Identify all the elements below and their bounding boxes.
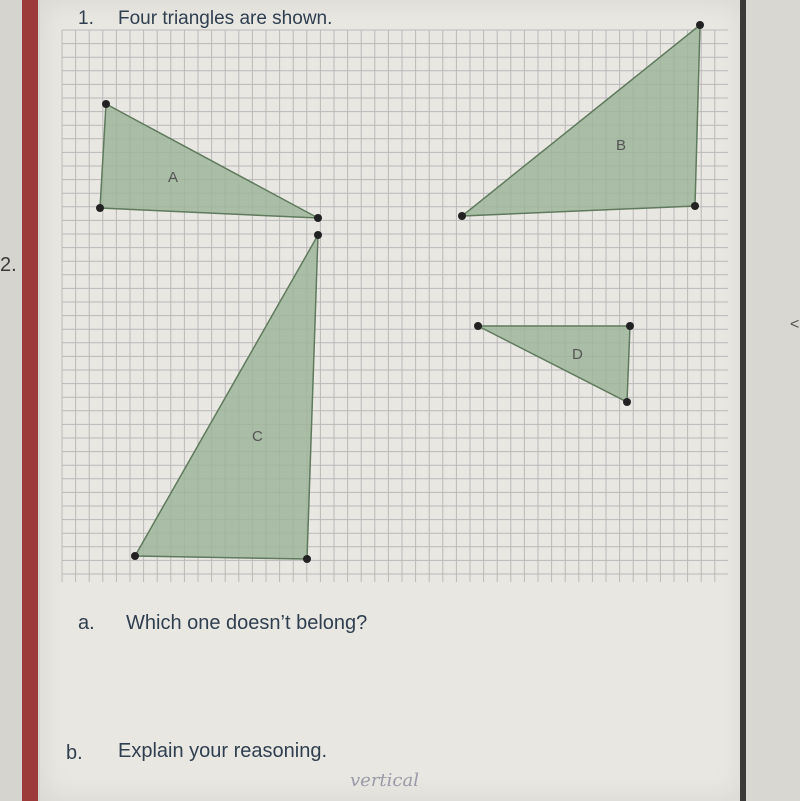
previous-question-number: 2. [0, 254, 17, 276]
question-number: 1. [78, 8, 94, 29]
vertex-point [691, 202, 699, 210]
vertex-point [626, 322, 634, 330]
part-a-label: a. [78, 612, 95, 634]
vertex-point [696, 21, 704, 29]
vertex-point [96, 204, 104, 212]
triangle-b [458, 21, 704, 220]
triangle-a [96, 100, 322, 222]
vertex-point [131, 552, 139, 560]
right-margin-mark: < [790, 316, 800, 333]
triangle-b-label: B [616, 137, 627, 154]
vertex-point [303, 555, 311, 563]
triangle-d [474, 322, 634, 406]
handwritten-answer: vertical [350, 770, 419, 791]
part-b-label: b. [66, 742, 83, 764]
question-text: Four triangles are shown. [118, 8, 333, 29]
part-b-prompt: Explain your reasoning. [118, 740, 328, 762]
vertex-point [458, 212, 466, 220]
triangle-c-label: C [252, 428, 263, 445]
vertex-point [314, 214, 322, 222]
triangle-a-label: A [168, 169, 179, 186]
vertex-point [623, 398, 631, 406]
vertex-point [102, 100, 110, 108]
triangle-d-label: D [572, 346, 583, 363]
part-a-prompt: Which one doesn’t belong? [126, 612, 368, 634]
vertex-point [314, 231, 322, 239]
vertex-point [474, 322, 482, 330]
